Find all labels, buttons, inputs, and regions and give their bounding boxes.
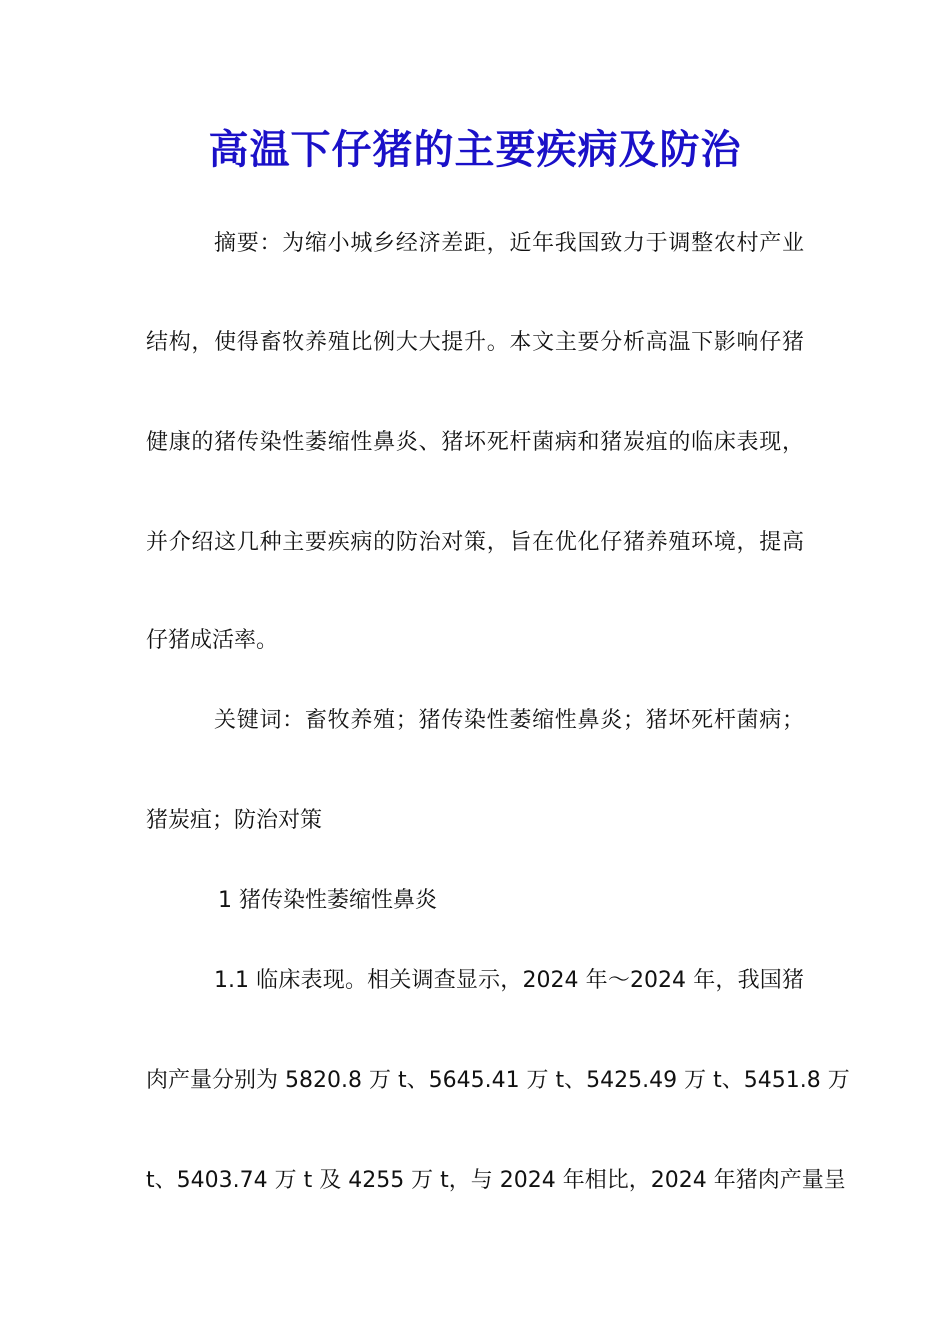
abstract-line-5: 仔猪成活率。 — [146, 628, 279, 653]
keywords-line-1: 关键词：畜牧养殖；猪传染性萎缩性鼻炎；猪坏死杆菌病； — [214, 708, 804, 733]
section-heading: 1 猪传染性萎缩性鼻炎 — [218, 888, 437, 913]
keywords-line-2: 猪炭疽；防治对策 — [146, 808, 323, 833]
body-line-3: t、5403.74 万 t 及 4255 万 t，与 2024 年相比，2024 年猪肉产量呈 — [146, 1168, 846, 1193]
body-line-1: 1.1 临床表现。相关调查显示，2024 年～2024 年，我国猪 — [214, 968, 804, 993]
document-title: 高温下仔猪的主要疾病及防治 — [208, 126, 742, 173]
abstract-line-1: 摘要：为缩小城乡经济差距，近年我国致力于调整农村产业 — [214, 231, 804, 256]
body-line-2: 肉产量分别为 5820.8 万 t、5645.41 万 t、5425.49 万 t、5451.8 万 — [146, 1068, 850, 1093]
abstract-line-3: 健康的猪传染性萎缩性鼻炎、猪坏死杆菌病和猪炭疽的临床表现， — [146, 430, 804, 455]
abstract-line-4: 并介绍这几种主要疾病的防治对策，旨在优化仔猪养殖环境，提高 — [146, 530, 804, 555]
abstract-line-2: 结构，使得畜牧养殖比例大大提升。本文主要分析高温下影响仔猪 — [146, 330, 804, 355]
